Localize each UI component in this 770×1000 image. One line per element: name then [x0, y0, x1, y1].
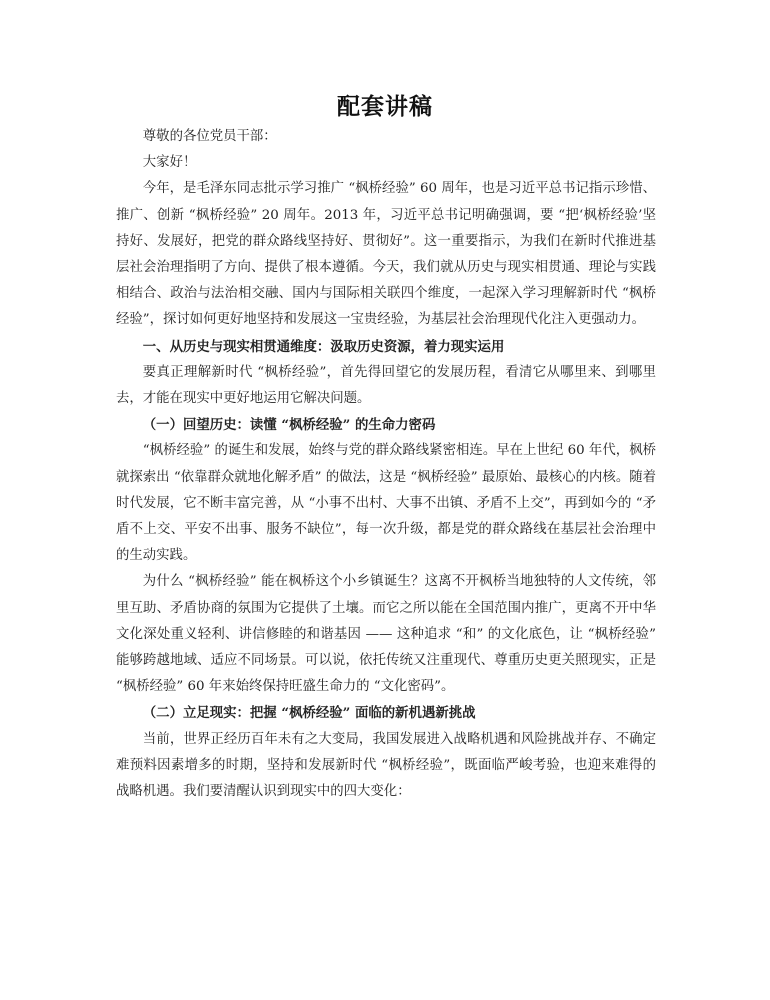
subsection-1-heading: （一）回望历史：读懂 “枫桥经验” 的生命力密码: [142, 417, 436, 434]
subsection-1-paragraph-2: 为什么 “枫桥经验” 能在枫桥这个小乡镇诞生？这离不开枫桥当地独特的人文传统，邻里互助、矛盾协商的氛围为它提供了土壤。而它之所以能在全国范围内推广，更离不开中华文化深处重义轻利、讲信修睦的和谐基因 —— 这种追求 “和” 的文化底色，让 “枫桥经验” 能够跨越地域、适应不同场景。可以说，依托传统又注重现代、尊重历史更关照现实，正是 “枫桥经验” 60 年来始终保持旺盛生命力的 “文化密码”。: [116, 574, 656, 695]
document-title: 配套讲稿: [337, 93, 433, 120]
section-1-heading: 一、从历史与现实相贯通维度：汲取历史资源，着力现实运用: [142, 338, 505, 355]
salutation: 尊敬的各位党员干部：: [142, 129, 277, 144]
subsection-1-paragraph-1: “枫桥经验” 的诞生和发展，始终与党的群众路线紧密相连。早在上世纪 60 年代，枫桥就探索出 “依靠群众就地化解矛盾” 的做法，这是 “枫桥经验” 最原始、最核心的内核。随着时代发展，它不断丰富完善，从 “小事不出村、大事不出镇、矛盾不上交”，再到如今的 “矛盾不上交、平安不出事、服务不缺位”，每一次升级，都是党的群众路线在基层社会治理中的生动实践。: [116, 443, 656, 564]
subsection-2-paragraph-1: 当前，世界正经历百年未有之大变局，我国发展进入战略机遇和风险挑战并存、不确定难预料因素增多的时期，坚持和发展新时代 “枫桥经验”，既面临严峻考验，也迎来难得的战略机遇。我们要清醒认识到现实中的四大变化：: [116, 731, 656, 800]
intro-paragraph: 今年，是毛泽东同志批示学习推广 “枫桥经验” 60 周年，也是习近平总书记指示珍惜、推广、创新 “枫桥经验” 20 周年。2013 年，习近平总书记明确强调，要 “把‘枫桥经验’坚持好、发展好，把党的群众路线坚持好、贯彻好”。这一重要指示，为我们在新时代推进基层社会治理指明了方向、提供了根本遵循。今天，我们就从历史与现实相贯通、理论与实践相结合、政治与法治相交融、国内与国际相关联四个维度，一起深入学习理解新时代 “枫桥经验”，探讨如何更好地坚持和发展这一宝贵经验，为基层社会治理现代化注入更强动力。: [116, 181, 656, 328]
document-body: [116, 124, 656, 805]
subsection-2-heading: （二）立足现实：把握 “枫桥经验” 面临的新机遇新挑战: [142, 705, 476, 722]
greeting: 大家好！: [142, 155, 197, 171]
section-1-paragraph: 要真正理解新时代 “枫桥经验”，首先得回望它的发展历程，看清它从哪里来、到哪里去，才能在现实中更好地运用它解决问题。: [116, 364, 656, 407]
